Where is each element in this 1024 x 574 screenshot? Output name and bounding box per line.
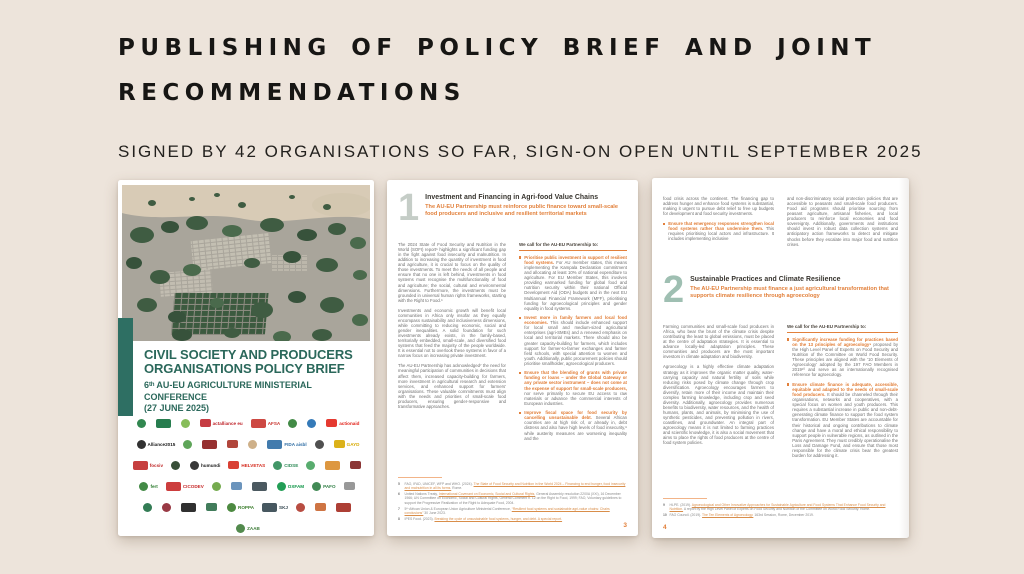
cover-subtitle-line2: (27 JUNE 2025) (144, 403, 210, 414)
body-paragraph: The 2024 State of Food Security and Nutrition in the World (SOFI) report⁵ highlights a significant funding gap in the fight against food insecurity and malnutrition. In addition to increasing the quantity of investment in food and agriculture, it is crucial to focus on the quality of those investments. To meet the needs of all people and ensure that no one is left behind, investments in food systems must recognise the multifunctionality of food and agriculture; the social, cultural and environmental dimensions. Furthermore, the investments must be grounded in universal human rights frameworks, starting with the Right to Food.⁶ (398, 242, 506, 303)
org-logo (288, 418, 299, 428)
org-logo (183, 439, 194, 449)
page-3-body (398, 242, 627, 445)
footnote: 10 FAO Council. (2019). The Ten Elements of Agroecology. 163rd Session, Rome, December 2019. (663, 512, 814, 517)
page-4-top-column-2 (787, 196, 898, 252)
org-logo-label: PAFO (323, 483, 336, 489)
org-logo (325, 460, 342, 470)
section-1-numeral: 1 (398, 187, 419, 229)
page-4-column-1 (663, 324, 774, 462)
org-logo-mark (212, 482, 221, 491)
bullet-marker-icon (519, 372, 521, 374)
org-logo-label: FIDA aisbl (284, 441, 307, 447)
org-logo-mark (206, 503, 217, 511)
org-logo (267, 439, 306, 449)
footnote-divider (398, 477, 442, 478)
bullet-marker-icon (663, 223, 665, 225)
org-logo-label: actionaid (339, 420, 360, 426)
footnote-link: Breaking the cycle of unsustainable food systems, hunger, and debt. A special report. (434, 517, 563, 522)
bullet-marker-icon (787, 383, 789, 385)
org-logo (251, 418, 281, 428)
body-paragraph: Agroecology is a highly effective climate adaptation strategy as it improves the organic matter quality, water-carrying capacity and natural fertility of soils while reducing risks posed by climate change through crop diversification. Agroecology encourages farmers to diversify, retain more of their income and maintain their complex farming knowledge, including crop and seed diversity. Additionally, agroecology provides numerous benefits to biodiversity, water resources, and the health of humans, plants, and animals, by minimising the use of synthetic pesticides, and preventing pollution in rivers, coastlines, and groundwater. An integral part of agroecology means it is not limited to farming practices and scientific knowledge, it is also a social movement that aims to place the rights of food producers at the centre of food system policies. (663, 364, 774, 446)
section-1-subtitle: The AU-EU Partnership must reinforce public finance toward small-scale food producers and inclusive and resilient territorial markets (425, 203, 618, 217)
org-logo (277, 481, 304, 491)
org-logo-label: ZAAB (247, 525, 260, 531)
org-logo-mark (336, 503, 351, 512)
org-logo (334, 439, 360, 449)
section-1-header (398, 187, 628, 229)
cover-subtitle (144, 380, 359, 415)
section-2-subtitle: The AU-EU Partnership must finance a just agricultural transformation that supports climate resilience through agroecology (690, 285, 889, 299)
org-logo-mark (344, 482, 355, 490)
org-logo-mark (248, 440, 257, 449)
call-to-action-bullets (519, 255, 627, 441)
bullet-item: Ensure that the blending of grants with private funding or loans – under the Global Gateway or any private sector instrument – does not come at the expense of support for small-scale producers,nor serve primarily to secure EU access to raw materials or advance the commercial interests of European industries. (519, 370, 627, 405)
org-logo-mark (306, 461, 315, 470)
org-logo-label: fert (150, 483, 158, 489)
org-logo (273, 460, 298, 470)
org-logo-label: GAYD (346, 441, 360, 447)
footnote-divider (663, 498, 707, 499)
org-logo (206, 502, 219, 512)
org-logo-mark (251, 419, 266, 428)
bullet-item: Prioritise public investment in support of resilient food systems. For AU member states, this means implementing the Kampala Declaration commitment and allocating at least 10% of national expenditure to agriculture. For EU Member States, this involves providing earmarked funding for global food and nutrition security within their national Official Development Aid (ODA) budgets and in the next EU Multiannual Financial Framework (MFF), prioritising funding for agroecological principles and gender equality in food systems. (519, 255, 627, 311)
page-number: 4 (663, 524, 667, 531)
org-logo-mark (273, 461, 282, 470)
cover-title (144, 348, 359, 377)
org-logo (262, 502, 288, 512)
org-logo (312, 481, 335, 491)
org-logo-mark (325, 461, 340, 470)
policy-brief-page-4 (652, 178, 909, 538)
page-3-column-1 (398, 242, 506, 445)
org-logo (212, 481, 223, 491)
org-logo-mark (228, 461, 239, 469)
org-logo (156, 418, 173, 428)
org-logo-label: Alliance2015 (147, 441, 176, 447)
call-to-action-bullets (787, 337, 898, 458)
org-logo-mark (350, 461, 361, 469)
org-logo (133, 460, 163, 470)
org-logo (227, 502, 254, 512)
org-logo (143, 502, 154, 512)
body-paragraph: Investments and economic growth will benefit local communities in Africa only insofar as they equally encompass sustainability and inclusiveness dimensions, while committing to reducing economic, social and gender inequalities. A solid foundation for such investments already exists, in the family-based, territorially embedded, small-scale, and diversified food systems that feed the majority of the people worldwide. It is essential not to overlook these systems in favor of a narrow focus on increasing private investment. (398, 307, 506, 359)
cover-title-line2: ORGANISATIONS POLICY BRIEF (144, 361, 345, 377)
org-logo-mark (277, 482, 286, 491)
org-logo-mark (252, 482, 267, 491)
cover-accent-bar (118, 318, 133, 416)
org-logo-label: CIDSE (284, 462, 299, 468)
bullet-item: Improve fiscal space for food security by cancelling unsustainable debt. Several African countries are at high risk of, or already in, debt distress and also have high levels of food insecurity,⁸ while austerity measures are worsening inequality and the (519, 410, 627, 440)
org-logo-mark (262, 503, 277, 512)
org-logo-mark (202, 440, 217, 449)
slide-title: PUBLISHING OF POLICY BRIEF AND JOINT RECOMMENDATIONS (118, 35, 877, 106)
org-logo (171, 460, 182, 470)
footnote: 6 United Nations Treaty, International Covenant on Economic, Social and Cultural Rights, General Assembly resolution 2200A (XXI), 16 December 1966; UN Committee on Economic, Social and Cultural Rights, General Comment n. 12 on the Right to Food, 1999; FAO, Voluntary guidelines to support the Progressive Realization of the Right to Adequate Food, 2004. (398, 491, 622, 506)
section-1-title: Investment and Financing in Agri-food Value Chains (425, 194, 599, 201)
footnote: 9 HLPE. (2019). Agroecological and Other Innovative Approaches for Sustainable Agriculture and Food Systems That Enhance Food Security and Nutrition. A report by the High Level Panel of Experts on Food Security and Nutrition of the Committee on World Food Security. Rome. (663, 502, 886, 512)
org-logo (227, 439, 240, 449)
org-logo-mark (171, 461, 180, 470)
org-logo-mark (137, 419, 146, 428)
bullet-item: Significantly increase funding for practices based on the 13 principles of agroecology⁹ proposed by the High Level Panel of Experts on Food Security and Nutrition of the Committee on World Food Security. These principles are aligned with the '10 Elements of Agroecology' adopted by the 197 FAO Members in 2019¹⁰ and serve as an internationally recognised reference for agroecology. (787, 337, 898, 378)
footnote-link: Agroecological and Other Innovative Approaches for Sustainable Agriculture and Food Systems That Enhance Food Security and Nutrition. (669, 502, 886, 512)
org-logo-mark (200, 419, 211, 427)
org-logo (181, 502, 198, 512)
call-to-action-header: We call for the AU-EU Partnership to: (787, 324, 898, 333)
org-logo-mark (190, 461, 199, 470)
org-logo-mark (236, 524, 245, 533)
signatory-logo-grid (130, 418, 366, 530)
org-logo-label: HELVETAS (241, 462, 266, 468)
cover-title-line1: CIVIL SOCIETY AND PRODUCERS (144, 347, 353, 362)
org-logo (228, 460, 265, 470)
org-logo (162, 502, 173, 512)
aerial-landscape-photo (122, 185, 370, 341)
org-logo-mark (334, 440, 345, 448)
org-logo (344, 481, 357, 491)
org-logo (181, 418, 192, 428)
page-4-top-body (663, 196, 898, 252)
bullet-item: Ensure climate finance is adequate, accessible, equitable and adapted to the needs of small-scale food producers. It should be channeled through their organisations, networks and cooperatives, with a special focus on women and youth producers. This requires a substantial increase in public and non-debt-generating climate finance to support the food system transformation. EU Member States are accountable for their historical and ongoing contributions to climate change and have a moral and ethical responsibility to support people in vulnerable regions, as outlined in the Paris Agreement. They must credibly operationalise the Loss and Damage Fund, and ensure that those most responsible for the climate crisis bear the greatest burden for addressing it. (787, 382, 898, 458)
org-logo (231, 481, 244, 491)
org-logo (202, 439, 219, 449)
org-logo-mark (312, 482, 321, 491)
org-logo (166, 481, 204, 491)
org-logo (137, 418, 148, 428)
org-logo-label: SKJ (279, 504, 288, 510)
page-number: 3 (623, 522, 627, 529)
section-2-numeral: 2 (663, 269, 684, 311)
org-logo-mark (296, 503, 305, 512)
call-to-action-header: We call for the AU-EU Partnership to: (519, 242, 627, 251)
footnote: 8 IPES Food. (2023). Breaking the cycle of unsustainable food systems, hunger, and debt. A special report. (398, 517, 563, 522)
footnote-link: “Resilient food systems and sustainable agri-value chains: Chairs conclusions” (404, 506, 610, 516)
org-logo (248, 439, 259, 449)
org-logo-label: actalliance eu (212, 420, 243, 426)
org-logo-mark (326, 419, 337, 427)
org-logo-label: OXFAM (287, 483, 305, 489)
bullet-item: Ensure that emergency responses strengthen local food systems rather than undermine them. This requires prioritising local actors and infrastructure. It includes implementing inclusive (663, 221, 774, 241)
org-logo-mark (166, 482, 181, 491)
org-logo-mark (156, 419, 171, 428)
org-logo-mark (315, 503, 326, 511)
org-logo (190, 460, 220, 470)
footnote-link: The State of Food Security and Nutrition in the World 2024 – Financing to end hunger, food insecurity and malnutrition in all its forms. (404, 481, 626, 491)
org-logo (350, 460, 363, 470)
cover-subtitle-line1: 6ᵗʰ AU-EU AGRICULTURE MINISTERIAL CONFERENCE (144, 380, 312, 402)
page-4-body (663, 324, 898, 462)
section-2-header (663, 269, 899, 311)
org-logo-mark (162, 503, 171, 512)
footnote: 5 FAO, IFAD, UNICEF, WFP and WHO. (2024). The State of Food Security and Nutrition in the World 2024 – Financing to end hunger, food insecurity and malnutrition in all its forms. Rome. (398, 481, 626, 491)
org-logo (315, 502, 328, 512)
org-logo-mark (183, 440, 192, 449)
org-logo-mark (143, 503, 152, 512)
org-logo (200, 418, 243, 428)
org-logo (296, 502, 307, 512)
footnote-link: The Ten Elements of Agroecology. (702, 512, 754, 517)
page-3-column-2 (519, 242, 627, 445)
org-logo-label: AFSA (267, 420, 281, 426)
org-logo-label: focsiv (149, 462, 163, 468)
body-paragraph: and non-discriminatory social protection policies that are accessible to peasants and small-scale food producers. Food aid programs should prioritise sourcing from peasant agriculture, artisanal fisheries, and local producers to reinforce local economies and food sovereignty. Additionally, governments and institutions should invest in robust data collection systems and anticipatory action frameworks to detect and mitigate shocks before they escalate into major food and nutrition crises. (787, 196, 898, 247)
section-2-title: Sustainable Practices and Climate Resilience (690, 276, 841, 283)
org-logo-mark (307, 419, 316, 428)
policy-brief-cover-page (118, 180, 374, 536)
bullet-marker-icon (519, 256, 521, 258)
body-paragraph: Farming communities and small-scale food producers in Africa, who bear the brunt of the climate crisis despite contributing the least to global emissions, must be placed at the centre of adaptation strategies. It is essential to advance locally-led adaptation principles. These communities and producers are the most important investors in climate adaptation and biodiversity. (663, 324, 774, 360)
org-logo (137, 439, 176, 449)
org-logo-label: CICODEV (182, 483, 204, 489)
org-logo (236, 523, 260, 533)
page-4-top-column-1 (663, 196, 774, 252)
org-logo (252, 481, 269, 491)
org-logo-mark (133, 461, 148, 470)
page-3-footnotes (398, 477, 627, 523)
footnote: 7 5ᵗʰ African Union & European Union Agriculture Ministerial Conference, “Resilient food systems and sustainable agri-value chains: Chairs conclusions” 30 June 2023. (398, 506, 610, 516)
org-logo-label: humundi (201, 462, 221, 468)
bullet-marker-icon (519, 317, 521, 319)
page-4-footnotes (663, 498, 898, 519)
org-logo-mark (181, 503, 196, 512)
org-logo (336, 502, 353, 512)
org-logo-mark (139, 482, 148, 491)
body-paragraph: The AU-EU Partnership has acknowledged⁷ the need for meaningful participation of communities in decisions that affect them, increased capacity-building for farmers, more investment in agricultural research and extension services, and enhanced support for farmers' organisations. These valuable commitments must align with the needs and priorities of small-scale food producers, ensuring gender-responsive and transformative approaches. (398, 363, 506, 409)
org-logo (307, 418, 318, 428)
footnote-link: International Covenant on Economic, Social and Cultural Rights, (438, 491, 536, 496)
slide-subtitle: SIGNED BY 42 ORGANISATIONS SO FAR, SIGN-ON OPEN UNTIL SEPTEMBER 2025 (118, 142, 923, 161)
bullet-marker-icon (519, 412, 521, 414)
body-paragraph: food crisis across the continent. The financing gap to address hunger and enhance food systems is substantial, making it urgent to pursue debt relief to free up budgets for development and food security investments. (663, 196, 774, 217)
bullet-marker-icon (787, 338, 789, 340)
org-logo (315, 439, 326, 449)
org-logo-mark (227, 503, 236, 512)
org-logo-mark (181, 419, 190, 428)
org-logo-mark (267, 440, 282, 449)
org-logo (306, 460, 317, 470)
org-logo-mark (231, 482, 242, 490)
policy-brief-page-3 (387, 180, 638, 536)
org-logo (326, 418, 359, 428)
org-logo-mark (315, 440, 324, 449)
org-logo-mark (227, 440, 238, 448)
org-logo-mark (288, 419, 297, 428)
page-4-column-2 (787, 324, 898, 462)
org-logo-label: ROPPA (238, 504, 255, 510)
org-logo-mark (137, 440, 146, 449)
org-logo (139, 481, 157, 491)
bullet-item: Invest more in family farmers and local food economies. This should include enhanced support for local small and medium-sized agricultural enterprises (agri-SMEs) and a renewed emphasis on local and territorial markets. There should also be greater capacity-building for farmers, which includes support for farmer-to-farmer exchanges and farmer field schools, with special attention to women and youth. Additionally, public procurement policies should prioritise smallholder, agroecological producers. (519, 315, 627, 366)
